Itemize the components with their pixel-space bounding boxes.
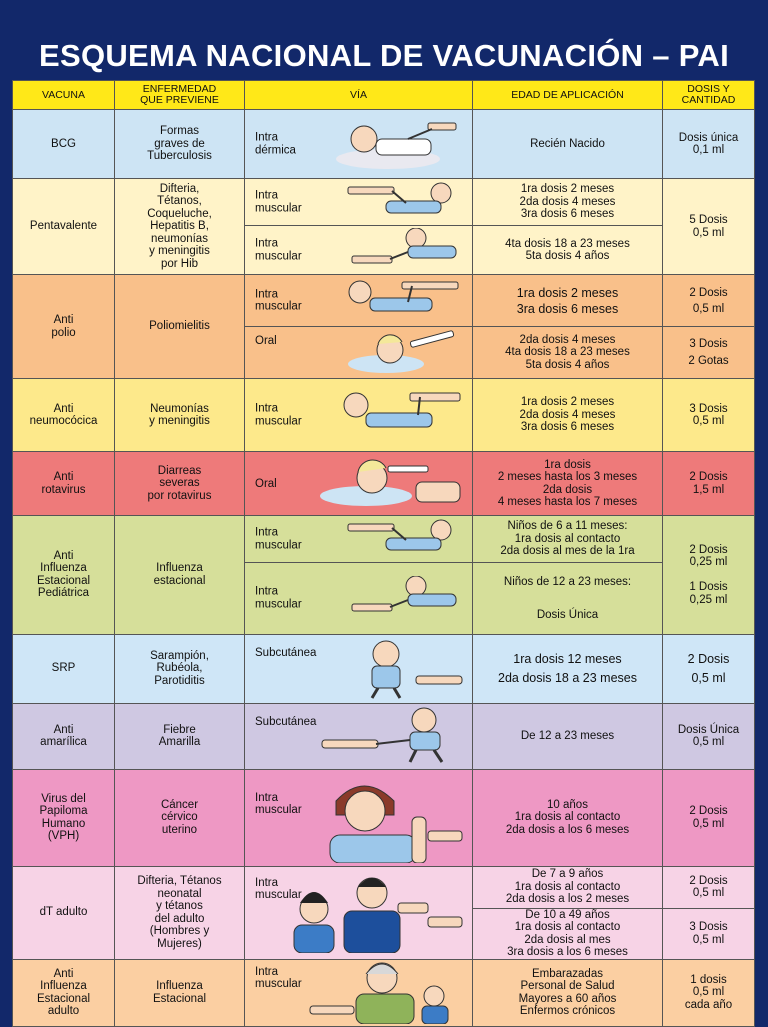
baby-injection-icon: [346, 228, 466, 272]
table-row-pentavalente: [13, 179, 755, 226]
vaccine-name: dT adulto: [13, 866, 115, 959]
table-row-dt-adulto: [13, 866, 755, 908]
application-age: 1ra dosis 2 meses 2da dosis 4 meses 3ra dosis 6 meses: [473, 379, 663, 452]
disease-prevented: Neumonías y meningitis: [115, 379, 245, 452]
route-label: Intra muscular: [255, 965, 302, 990]
route-cell: [245, 959, 473, 1026]
vaccine-name: Anti neumocócica: [13, 379, 115, 452]
vaccine-name: Anti rotavirus: [13, 452, 115, 516]
route-cell: [245, 769, 473, 866]
application-age: [473, 563, 663, 635]
disease-prevented: Poliomielitis: [115, 275, 245, 379]
baby-injection-icon: [328, 115, 466, 173]
header-edad: EDAD DE APLICACIÓN: [473, 81, 663, 110]
vaccine-name: BCG: [13, 110, 115, 179]
route-label: Intra muscular: [255, 288, 302, 313]
table-row-antipolio: [13, 275, 755, 327]
dose-amount: Dosis Única 0,5 ml: [663, 703, 755, 769]
disease-prevented: Difteria, Tétanos neonatal y tétanos del adulto (Hombres y Mujeres): [115, 866, 245, 959]
application-age: 4ta dosis 18 a 23 meses 5ta dosis 4 años: [473, 226, 663, 275]
disease-prevented: Influenza estacional: [115, 516, 245, 635]
route-cell: [245, 179, 473, 226]
disease-prevented: Formas graves de Tuberculosis: [115, 110, 245, 179]
route-cell: [245, 110, 473, 179]
route-cell: [245, 634, 473, 703]
dose-amount: 5 Dosis 0,5 ml: [663, 179, 755, 275]
route-cell: [245, 226, 473, 275]
vaccine-name: Anti Influenza Estacional Pediátrica: [13, 516, 115, 635]
baby-injection-icon: [342, 278, 466, 324]
age-value: Dosis Única: [536, 608, 599, 621]
application-age: [473, 275, 663, 327]
table-row-antirotavirus: [13, 452, 755, 516]
header-via: VÍA: [245, 81, 473, 110]
route-label: Intra muscular: [255, 585, 302, 611]
route-label: Oral: [255, 334, 277, 347]
age-label: Niños de 12 a 23 meses:: [503, 575, 632, 588]
disease-prevented: Influenza Estacional: [115, 959, 245, 1026]
disease-prevented: Fiebre Amarilla: [115, 703, 245, 769]
application-age: Niños de 6 a 11 meses: 1ra dosis al contacto 2da dosis al mes de la 1ra: [473, 516, 663, 563]
adult-injection-icon: [278, 873, 468, 953]
child-injection-icon: [356, 638, 466, 700]
application-age: 10 años 1ra dosis al contacto 2da dosis a los 6 meses: [473, 769, 663, 866]
baby-injection-icon: [346, 181, 466, 223]
table-row-antiinfluenza-adulto: [13, 959, 755, 1026]
adult-injection-icon: [316, 773, 466, 863]
table-row-bcg: [13, 110, 755, 179]
dose-amount: Dosis única 0,1 ml: [663, 110, 755, 179]
dose-amount: 2 Dosis 0,5 ml: [663, 769, 755, 866]
age-box: 1ra dosis 2 meses 3ra dosis 6 meses: [516, 285, 619, 316]
child-injection-icon: [316, 706, 466, 766]
route-label: Subcutánea: [255, 646, 317, 659]
route-label: Intra muscular: [255, 791, 302, 816]
table-row-antineumococica: [13, 379, 755, 452]
application-age: De 7 a 9 años 1ra dosis al contacto 2da dosis a los 2 meses: [473, 866, 663, 908]
route-cell: [245, 452, 473, 516]
dose-amount: 2 Dosis 0,5 ml: [663, 866, 755, 908]
route-label: Intra muscular: [255, 526, 302, 551]
header-enfermedad: ENFERMEDAD QUE PREVIENE: [115, 81, 245, 110]
application-age: 1ra dosis 12 meses 2da dosis 18 a 23 meses: [473, 634, 663, 703]
application-age: 1ra dosis 2 meses hasta los 3 meses 2da dosis 4 meses hasta los 7 meses: [473, 452, 663, 516]
table-row-vph: [13, 769, 755, 866]
dose-amount: 2 Dosis 0,5 ml: [663, 634, 755, 703]
application-age: De 12 a 23 meses: [473, 703, 663, 769]
route-cell: [245, 275, 473, 327]
dose-amount: 3 Dosis 0,5 ml: [663, 379, 755, 452]
vaccine-name: Virus del Papiloma Humano (VPH): [13, 769, 115, 866]
disease-prevented: Difteria, Tétanos, Coqueluche, Hepatitis B, neumonías y meningitis por Hib: [115, 179, 245, 275]
table-row-srp: [13, 634, 755, 703]
vaccine-name: Anti polio: [13, 275, 115, 379]
dose-amount: 2 Dosis 0,5 ml: [663, 275, 755, 327]
route-cell: [245, 327, 473, 379]
route-label: Intra dérmica: [255, 131, 296, 156]
route-cell: [245, 379, 473, 452]
baby-injection-icon: [346, 576, 466, 620]
vaccine-name: SRP: [13, 634, 115, 703]
route-label: Intra muscular: [255, 402, 302, 427]
table-row-antiamarilica: [13, 703, 755, 769]
adult-injection-icon: [306, 962, 466, 1024]
dose-amount: 2 Dosis 0,25 ml 1 Dosis 0,25 ml: [663, 516, 755, 635]
route-label: Oral: [255, 477, 277, 490]
vaccine-name: Anti amarílica: [13, 703, 115, 769]
dose-amount: 3 Dosis 0,5 ml: [663, 908, 755, 959]
oral-drops-icon: [316, 456, 466, 512]
baby-injection-icon: [346, 518, 466, 560]
table-header-row: [13, 81, 755, 110]
route-label: Intra muscular: [255, 189, 302, 214]
route-cell: [245, 866, 473, 959]
route-label: Intra muscular: [255, 237, 302, 262]
application-age: Recién Nacido: [473, 110, 663, 179]
route-cell: [245, 703, 473, 769]
vaccine-name: Pentavalente: [13, 179, 115, 275]
header-dosis: DOSIS Y CANTIDAD: [663, 81, 755, 110]
page-title: ESQUEMA NACIONAL DE VACUNACIÓN – PAI: [39, 38, 729, 73]
header-vacuna: VACUNA: [13, 81, 115, 110]
route-label: Subcutánea: [255, 715, 317, 728]
application-age: 2da dosis 4 meses 4ta dosis 18 a 23 meses 5ta dosis 4 años: [473, 327, 663, 379]
table-row-antiinfluenza-pediatrica: [13, 516, 755, 563]
dose-amount: 3 Dosis 2 Gotas: [663, 327, 755, 379]
application-age: Embarazadas Personal de Salud Mayores a 60 años Enfermos crónicos: [473, 959, 663, 1026]
vaccine-name: Anti Influenza Estacional adulto: [13, 959, 115, 1026]
disease-prevented: Diarreas severas por rotavirus: [115, 452, 245, 516]
route-cell: [245, 563, 473, 635]
vaccination-table: [12, 80, 755, 1027]
oral-drops-icon: [346, 330, 466, 376]
route-cell: [245, 516, 473, 563]
baby-injection-icon: [338, 387, 466, 443]
disease-prevented: Sarampión, Rubéola, Parotiditis: [115, 634, 245, 703]
route-label: Intra muscular: [255, 876, 302, 901]
dose-amount: 2 Dosis 1,5 ml: [663, 452, 755, 516]
application-age: De 10 a 49 años 1ra dosis al contacto 2da dosis al mes 3ra dosis a los 6 meses: [473, 908, 663, 959]
dose-amount: 1 dosis 0,5 ml cada año: [663, 959, 755, 1026]
application-age: 1ra dosis 2 meses 2da dosis 4 meses 3ra dosis 6 meses: [473, 179, 663, 226]
disease-prevented: Cáncer cérvico uterino: [115, 769, 245, 866]
